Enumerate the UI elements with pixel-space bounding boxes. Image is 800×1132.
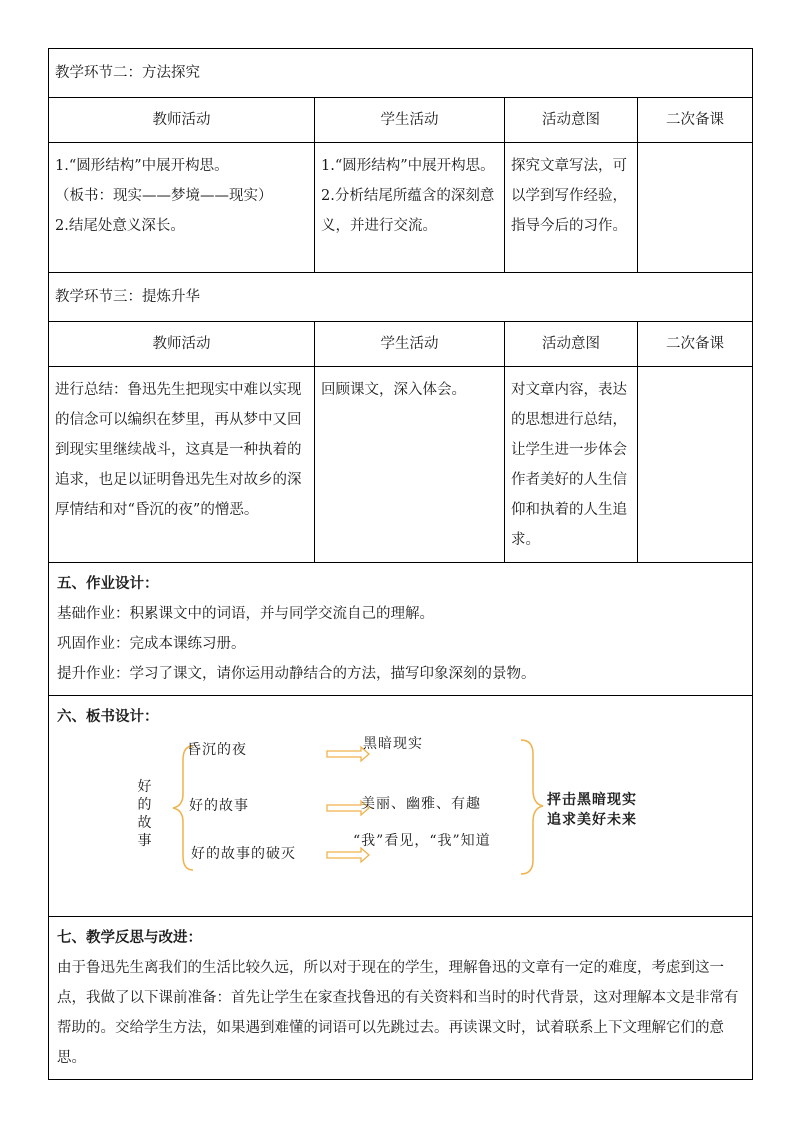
header-activity-intent: 活动意图 <box>505 322 638 367</box>
section2-notes-cell <box>638 143 753 273</box>
section3-notes-cell <box>638 367 753 563</box>
header-activity-intent: 活动意图 <box>505 98 638 143</box>
homework-title: 五、作业设计： <box>57 576 159 592</box>
header-teacher-activity: 教师活动 <box>49 322 315 367</box>
reflection-row <box>49 917 753 1080</box>
section3-intent-cell: 对文章内容，表达的思想进行总结，让学生进一步体会作者美好的人生信仰和执着的人生追求。 <box>505 367 638 563</box>
header-student-activity: 学生活动 <box>315 98 505 143</box>
right-brace <box>521 740 543 874</box>
section2-teacher-line: 1.“圆形结构”中展开构思。 <box>55 158 229 174</box>
reflection-cell <box>49 917 753 1080</box>
section2-title: 教学环节二：方法探究 <box>49 49 753 98</box>
header-student-activity: 学生活动 <box>315 322 505 367</box>
reflection-title: 七、教学反思与改进： <box>57 930 202 946</box>
section3-teacher-cell: 进行总结：鲁迅先生把现实中难以实现的信念可以编织在梦里，再从梦中又回到现实里继续战斗，这真是一种执着的追求，也足以证明鲁迅先生对故乡的深厚情结和对“昏沉的夜”的憎恶。 <box>49 367 315 563</box>
board-center-4: 事 <box>137 833 153 849</box>
section3-student-cell: 回顾课文，深入体会。 <box>315 367 505 563</box>
lesson-plan-table <box>48 48 753 1080</box>
homework-item: 基础作业：积累课文中的词语，并与同学交流自己的理解。 <box>57 606 434 622</box>
board-diagram <box>57 732 744 902</box>
section2-title-row <box>49 49 753 98</box>
board-row <box>49 696 753 917</box>
section3-header-row <box>49 322 753 367</box>
section2-teacher-cell <box>49 143 315 273</box>
section3-content-row <box>49 367 753 563</box>
board-lines <box>57 732 747 902</box>
section2-student-line: 2.分析结尾所蕴含的深刻意义，并进行交流。 <box>321 188 495 234</box>
board-title: 六、板书设计： <box>57 709 159 725</box>
section3-title: 教学环节三：提炼升华 <box>49 273 753 322</box>
board-center-1: 好 <box>137 779 153 795</box>
board-row-right: 黑暗现实 <box>363 736 423 752</box>
section2-intent-cell: 探究文章写法，可以学到写作经验，指导今后的习作。 <box>505 143 638 273</box>
board-center-3: 故 <box>137 815 153 831</box>
board-row-left: 好的故事 <box>189 798 249 814</box>
board-conclusion: 追求美好未来 <box>547 812 637 828</box>
board-row-right: “我”看见，“我”知道 <box>353 833 491 849</box>
board-row-right: 美丽、幽雅、有趣 <box>361 796 481 812</box>
section2-teacher-line: （板书：现实——梦境——现实） <box>55 188 273 204</box>
header-secondary-prep: 二次备课 <box>638 98 753 143</box>
homework-row <box>49 563 753 696</box>
homework-item: 巩固作业：完成本课练习册。 <box>57 636 246 652</box>
board-row-left: 好的故事的破灭 <box>191 846 296 862</box>
section2-student-cell <box>315 143 505 273</box>
section3-title-row <box>49 273 753 322</box>
section2-teacher-line: 2.结尾处意义深长。 <box>55 218 185 234</box>
header-teacher-activity: 教师活动 <box>49 98 315 143</box>
board-center-2: 的 <box>137 797 153 813</box>
section2-content-row <box>49 143 753 273</box>
homework-cell <box>49 563 753 696</box>
lesson-plan-page <box>48 48 752 1080</box>
section2-student-line: 1.“圆形结构”中展开构思。 <box>321 158 495 174</box>
header-secondary-prep: 二次备课 <box>638 322 753 367</box>
board-cell <box>49 696 753 917</box>
homework-item: 提升作业：学习了课文，请你运用动静结合的方法，描写印象深刻的景物。 <box>57 666 536 682</box>
reflection-text: 由于鲁迅先生离我们的生活比较久远，所以对于现在的学生，理解鲁迅的文章有一定的难度，考虑到这一点，我做了以下课前准备：首先让学生在家查找鲁迅的有关资料和当时的时代背景，这对理解本文是非常有帮助的。交给学生方法，如果遇到难懂的词语可以先跳过去。再读课文时，试着联系上下文理解它们的意思。 <box>57 960 739 1066</box>
section2-header-row <box>49 98 753 143</box>
board-conclusion: 抨击黑暗现实 <box>547 792 637 808</box>
board-row-left: 昏沉的夜 <box>187 742 247 758</box>
